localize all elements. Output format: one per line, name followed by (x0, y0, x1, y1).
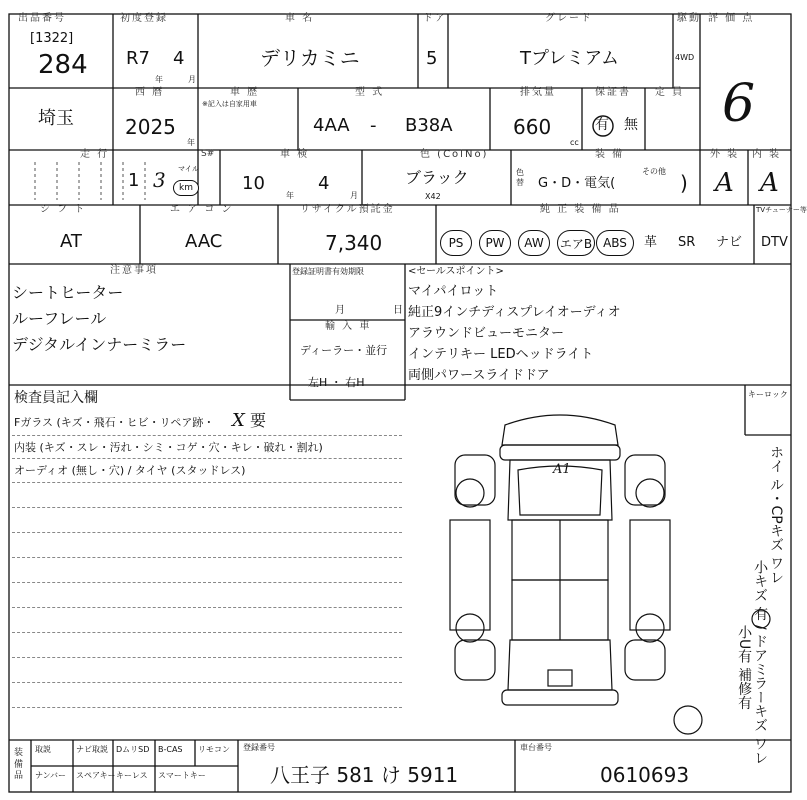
score: 6 (722, 74, 756, 134)
frame-label: 車台番号 (520, 743, 552, 752)
door-label: ドア (423, 13, 447, 24)
interior: A (760, 168, 779, 198)
shaken-year-unit: 年 (286, 191, 294, 200)
reg-month: 4 (173, 48, 185, 69)
shift: AT (60, 231, 82, 252)
grade: Tプレミアム (520, 48, 620, 69)
color-tone-label: 色替 (516, 168, 524, 188)
model-code-sep: - (370, 115, 377, 136)
grade-label: グレード (545, 13, 593, 24)
lot-label: 出品番号 (18, 13, 66, 24)
option-7: ナビ (716, 235, 743, 250)
score-label: 評 価 点 (708, 13, 755, 24)
reg-month-unit: 月 (188, 75, 196, 84)
model-name-label: 車 名 (285, 13, 315, 24)
footer-item: スマートキー (158, 771, 206, 780)
validity-label: 登録証明書有効期限 (292, 267, 364, 276)
tv-tuner-label: TVチューナー等 (756, 206, 807, 214)
drive-label: 駆動 (677, 13, 701, 24)
validity-month: 月 (335, 305, 345, 316)
note-item: ルーフレール (12, 309, 107, 328)
mileage-mile: マイル (178, 165, 199, 173)
footer-item: DムリSD (116, 745, 150, 754)
year: 2025 (125, 115, 176, 139)
sales-point: マイパイロット (408, 284, 499, 299)
exterior-label: 外 装 (710, 149, 740, 160)
equipment-other: その他 (642, 167, 666, 176)
car-mark: A1 (553, 462, 571, 477)
aircon: AAC (185, 231, 223, 252)
vertical-note-1: ホイ ル・CPキズ ワレ (768, 445, 785, 585)
equipment-close: ) (680, 171, 688, 195)
reg-year-unit: 年 (155, 75, 163, 84)
recycle: 7,340 (325, 231, 383, 255)
notes-label: 注意事項 (110, 265, 158, 276)
option-5: 革 (644, 235, 658, 250)
footer-title: 装 備 品 (14, 748, 24, 782)
plate-label: 登録番号 (243, 743, 275, 752)
aircon-label: エ ア コ ン (170, 204, 234, 215)
fglass-mark: X (232, 410, 245, 431)
warranty-label: 保証書 (595, 87, 631, 98)
mileage-d1: 1 (128, 170, 140, 191)
footer-item: キーレス (116, 771, 148, 780)
import-steer: 左H ・ 右H (308, 376, 365, 389)
shift-label: シ フ ト (40, 204, 87, 215)
color-code: X42 (425, 192, 441, 201)
note-item: デジタルインナーミラー (12, 335, 187, 354)
footer-item: B-CAS (158, 745, 183, 754)
model-name: デリカミニ (260, 46, 360, 70)
mileage-km: km (173, 180, 199, 196)
equipment-label: 装 備 (595, 149, 625, 160)
sales-point: 両側パワースライドドア (408, 368, 550, 383)
shaken-month-unit: 月 (350, 191, 358, 200)
option-8: DTV (761, 235, 788, 250)
mileage-label: 走 行 (80, 149, 110, 160)
reg-era-year: R7 (126, 48, 150, 69)
note-item: シートヒーター (12, 283, 124, 302)
mileage-d2: 3 (153, 168, 166, 192)
chassis-label: 車 歴 (230, 87, 260, 98)
color-name: ブラック (405, 168, 469, 187)
model-code-engine: 4AA (313, 115, 350, 136)
footer-item: ナビ取説 (76, 745, 108, 754)
interior-label: 内 装 (752, 149, 782, 160)
validity-day: 日 (393, 305, 403, 316)
footer-item: ナンバー (35, 771, 67, 780)
sales-point: 純正9インチディスプレイオーディオ (408, 305, 621, 320)
sales-point: アラウンドビューモニター (408, 326, 565, 341)
model-code-label: 型 式 (355, 87, 385, 98)
frame-number: 0610693 (600, 763, 690, 787)
option-4: ABS (596, 230, 634, 256)
option-0: PS (440, 230, 472, 256)
footer-item: 取説 (35, 745, 51, 754)
equipment-items: G・D・電気( (538, 176, 616, 191)
warranty-no: 無 (624, 117, 638, 133)
car-diagram (450, 415, 702, 734)
vertical-note-3: 小U有 補修有 (736, 625, 753, 710)
exterior: A (715, 168, 734, 198)
warranty-yes: 有 (595, 117, 609, 133)
option-3: エアB (557, 230, 595, 256)
lot-number: 284 (38, 50, 88, 80)
lot-sub: [1322] (30, 31, 74, 46)
option-2: AW (518, 230, 550, 256)
inspector-line-audio: オーディオ (無し・穴) / タイヤ (スタッドレス) (14, 464, 246, 477)
inspector-label: 検査員記入欄 (14, 390, 98, 406)
registration-label: 初度登録 (120, 13, 168, 24)
recycle-label: リサイクル預託金 (300, 204, 395, 215)
color-label: 色 (ColNo) (420, 149, 489, 160)
chassis-note: ※記入は自家用車 (202, 100, 257, 108)
year-suffix: 年 (187, 138, 195, 147)
sales-point: インテリキー LEDヘッドライト (408, 347, 594, 362)
vertical-note-2: 小キズ 有 / ドアミラーキズ ワレ (752, 560, 769, 765)
region: 埼玉 (38, 108, 74, 129)
displacement: 660 (513, 115, 552, 139)
shaken-year: 10 (242, 173, 265, 194)
option-6: SR (678, 235, 696, 250)
inspector-line-interior: 内装 (キズ・スレ・汚れ・シミ・コゲ・穴・キレ・破れ・割れ) (14, 441, 323, 454)
drive: 4WD (675, 53, 695, 62)
footer-item: リモコン (198, 745, 230, 754)
sn-label: S# (201, 149, 215, 159)
option-1: PW (479, 230, 511, 256)
fglass-need: 要 (250, 411, 267, 430)
shaken-label: 車 検 (280, 149, 310, 160)
options-label: 純 正 装 備 品 (540, 204, 621, 215)
displacement-unit: cc (570, 138, 579, 147)
key-lock-label: キーロック (748, 390, 788, 399)
capacity-label: 定 員 (655, 87, 685, 98)
import-dealer: ディーラー・並行 (300, 344, 388, 357)
displacement-label: 排気量 (520, 87, 556, 98)
plate: 八王子 581 け 5911 (270, 763, 459, 787)
sales-label: <セールスポイント> (408, 266, 504, 277)
shaken-month: 4 (318, 173, 330, 194)
year-label: 西 暦 (135, 87, 165, 98)
import-label: 輸 入 車 (325, 321, 372, 332)
inspector-line-fglass: Fガラス (キズ・飛石・ヒビ・リペア跡・ (14, 416, 215, 429)
model-code-body: B38A (405, 115, 453, 136)
doors: 5 (426, 48, 438, 69)
footer-item: スペアキー (76, 771, 116, 780)
